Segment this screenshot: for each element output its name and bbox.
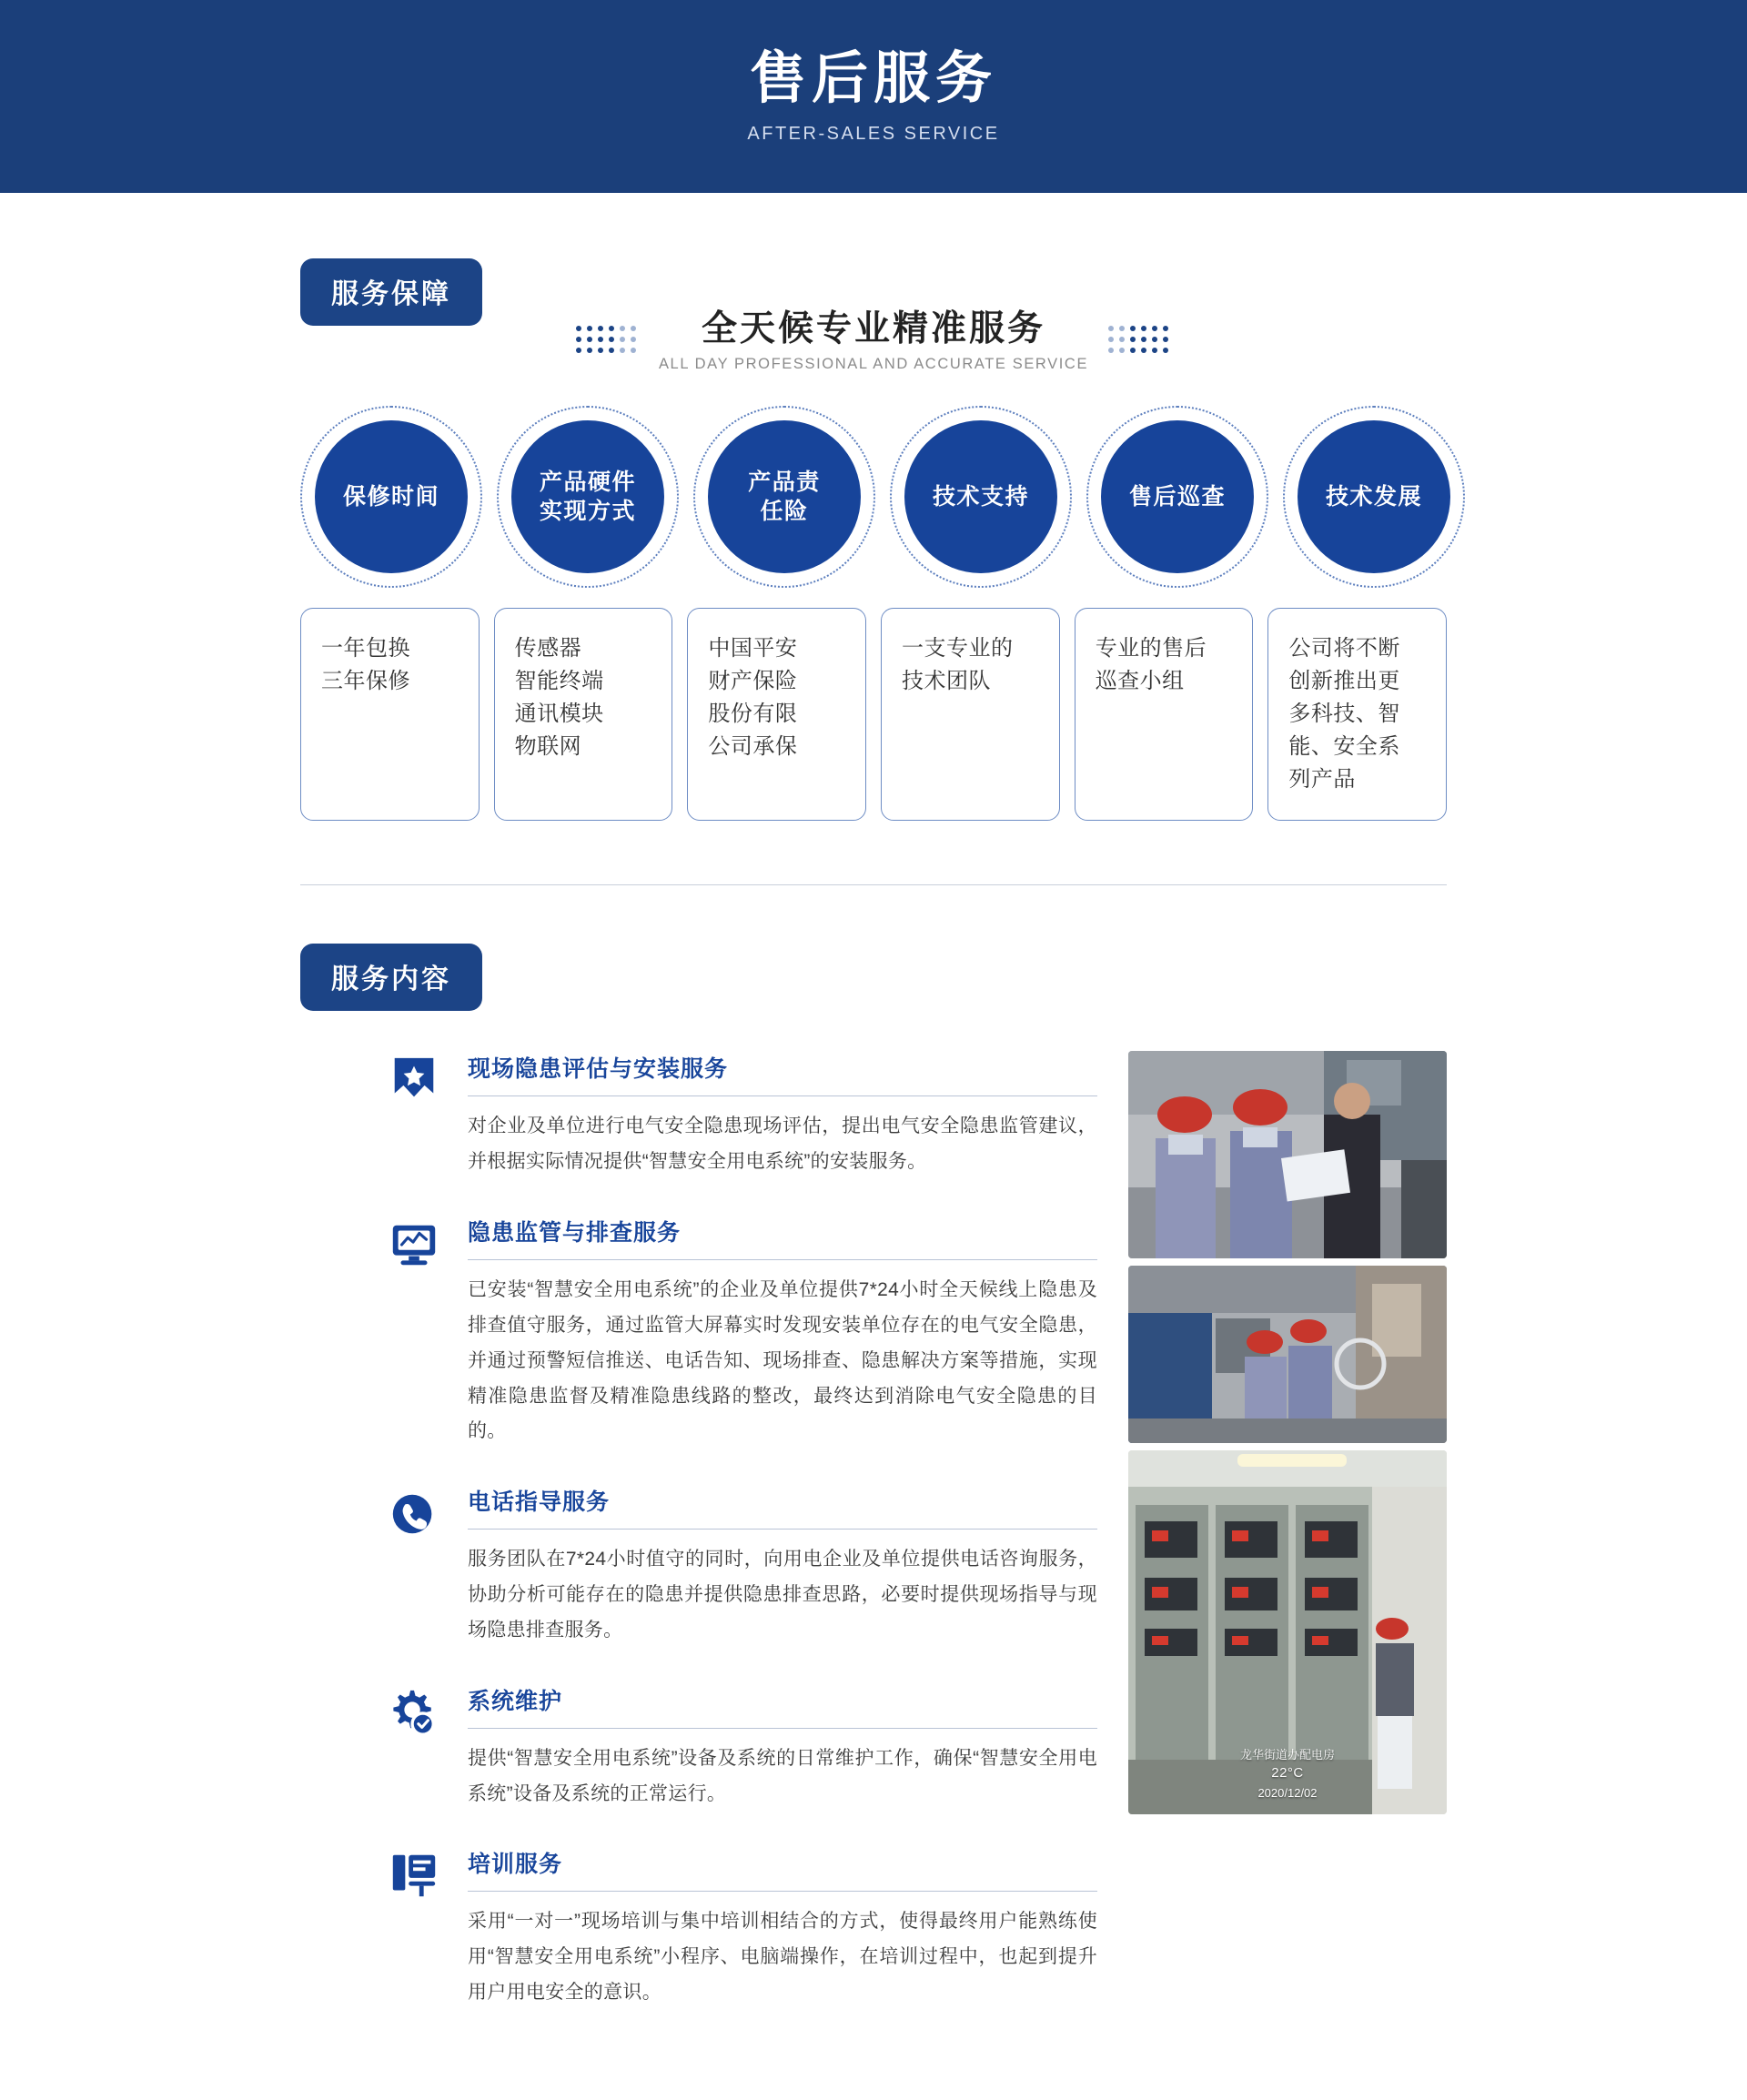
guarantee-box-3: 一支专业的 技术团队 (881, 608, 1060, 821)
service-item-desc: 对企业及单位进行电气安全隐患现场评估，提出电气安全隐患监管建议，并根据实际情况提供“智慧安全用电系统”的安装服务。 (468, 1116, 1097, 1173)
service-item-body (468, 1215, 1097, 1449)
badge-star-icon (388, 1051, 444, 1180)
service-content-body (300, 1051, 1447, 2045)
section-label-guarantee: 服务保障 (300, 258, 482, 326)
guarantee-circle-5 (1283, 406, 1465, 588)
guarantee-circle-3 (890, 406, 1072, 588)
service-item-title: 电话指导服务 (468, 1484, 1097, 1530)
circle-label: 售后巡查 (1101, 420, 1254, 573)
guarantee-circle-1 (497, 406, 679, 588)
section-service-guarantee (0, 193, 1747, 885)
service-item-desc: 提供“智慧安全用电系统”设备及系统的日常维护工作，确保“智慧安全用电系统”设备及系统的正常运行。 (468, 1747, 1097, 1804)
circle-ring (1283, 406, 1465, 588)
circle-ring (890, 406, 1072, 588)
circle-label: 保修时间 (315, 420, 468, 573)
service-item (388, 1846, 1097, 2011)
dot-grid-left-icon (576, 326, 639, 356)
circle-ring (497, 406, 679, 588)
guarantee-heading-en: ALL DAY PROFESSIONAL AND ACCURATE SERVICE (658, 355, 1089, 372)
guarantee-circle-row (300, 406, 1447, 588)
page-title: 售后服务 (749, 47, 997, 111)
photo-site-inspection (1128, 1051, 1447, 1258)
page-banner (0, 0, 1747, 193)
guarantee-box-5: 公司将不断 创新推出更 多科技、智 能、安全系 列产品 (1267, 608, 1447, 821)
photo-timestamp-overlay (1128, 1746, 1447, 1802)
photo-column (1128, 1051, 1447, 2045)
guarantee-box-2: 中国平安 财产保险 股份有限 公司承保 (687, 608, 866, 821)
photo-distribution-room (1128, 1450, 1447, 1814)
section-service-content (0, 885, 1747, 2100)
guarantee-circle-2 (693, 406, 875, 588)
monitor-chart-icon (388, 1215, 444, 1449)
circle-label: 技术支持 (904, 420, 1057, 573)
circle-ring (300, 406, 482, 588)
guarantee-heading-cn: 全天候专业精准服务 (701, 309, 1045, 348)
guarantee-heading-text (659, 309, 1088, 373)
circle-ring (1086, 406, 1268, 588)
service-item-body (468, 1683, 1097, 1812)
section-label-content: 服务内容 (300, 944, 482, 1011)
service-item (388, 1484, 1097, 1649)
service-item-desc: 服务团队在7*24小时值守的同时，向用电企业及单位提供电话咨询服务，协助分析可能存在的隐患并提供隐患排查思路，必要时提供现场指导与现场隐患排查服务。 (468, 1549, 1097, 1641)
guarantee-circle-0 (300, 406, 482, 588)
circle-ring (693, 406, 875, 588)
dot-grid-right-icon (1108, 326, 1171, 356)
guarantee-circle-4 (1086, 406, 1268, 588)
circle-label: 产品责 任险 (708, 420, 861, 573)
gear-settings-icon (388, 1683, 444, 1812)
service-item-title: 培训服务 (468, 1846, 1097, 1892)
service-item-title: 现场隐患评估与安装服务 (468, 1051, 1097, 1096)
photo-date-label: 2020/12/02 (1257, 1785, 1318, 1800)
photo-equipment-install (1128, 1266, 1447, 1443)
guarantee-box-0: 一年包换 三年保修 (300, 608, 480, 821)
photo-location-label: 龙华街道办配电房 (1239, 1747, 1335, 1762)
circle-label: 产品硬件 实现方式 (511, 420, 664, 573)
photo-temperature-label: 22°C (1271, 1765, 1304, 1782)
phone-icon (388, 1484, 444, 1649)
service-item-desc: 已安装“智慧安全用电系统”的企业及单位提供7*24小时全天候线上隐患及排查值守服务，通过监管大屏幕实时发现安装单位存在的电气安全隐患，并通过预警短信推送、电话告知、现场排查、隐患解决方案等措施，实现精准隐患监督及精准隐患线路的整改，最终达到消除电气安全隐患的目的。 (468, 1279, 1097, 1442)
service-item (388, 1051, 1097, 1180)
service-item-body (468, 1051, 1097, 1180)
service-item (388, 1215, 1097, 1449)
service-item-desc: 采用“一对一”现场培训与集中培训相结合的方式，使得最终用户能熟练使用“智慧安全用电系统”小程序、电脑端操作，在培训过程中，也起到提升用户用电安全的意识。 (468, 1911, 1097, 2004)
service-item (388, 1683, 1097, 1812)
service-items-list (300, 1051, 1097, 2045)
service-item-title: 系统维护 (468, 1683, 1097, 1729)
guarantee-box-row (300, 608, 1447, 821)
guarantee-box-4: 专业的售后 巡查小组 (1075, 608, 1254, 821)
circle-label: 技术发展 (1298, 420, 1450, 573)
guarantee-box-1: 传感器 智能终端 通讯模块 物联网 (494, 608, 673, 821)
service-item-body (468, 1484, 1097, 1649)
service-item-title: 隐患监管与排查服务 (468, 1215, 1097, 1260)
page-subtitle: AFTER-SALES SERVICE (747, 123, 1000, 144)
presentation-board-icon (388, 1846, 444, 2011)
service-item-body (468, 1846, 1097, 2011)
